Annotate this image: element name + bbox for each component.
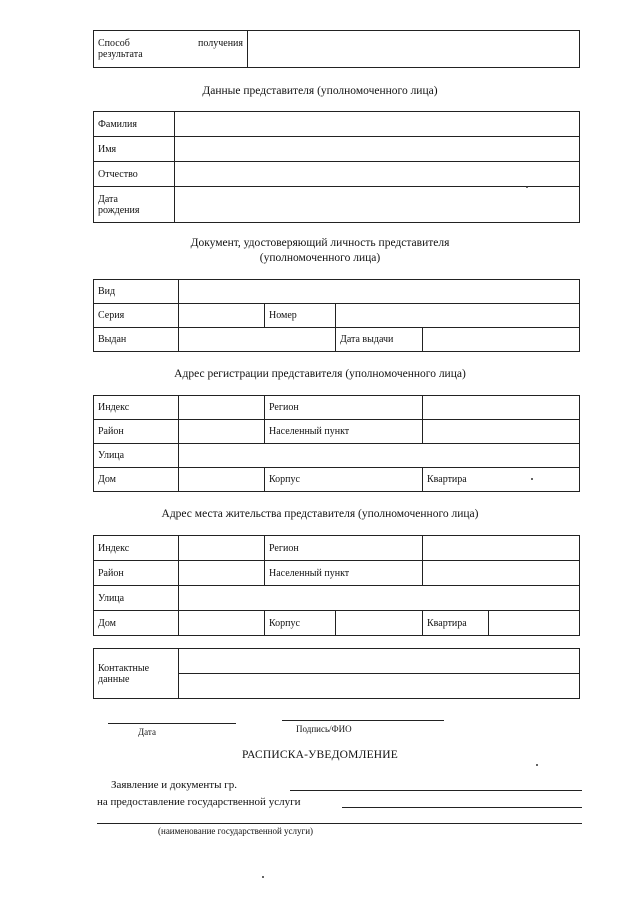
reg-index-field[interactable] (179, 396, 265, 420)
res-street-field[interactable] (179, 586, 580, 611)
reg-index-label: Индекс (94, 396, 179, 420)
rep-data-table (93, 111, 580, 223)
res-house-label: Дом (94, 611, 179, 636)
res-region-field[interactable] (423, 536, 580, 561)
receipt-line2-field[interactable] (342, 807, 582, 808)
scan-speck (262, 876, 264, 878)
res-district-label: Район (94, 561, 179, 586)
scan-speck (536, 764, 538, 766)
last-name-field[interactable] (175, 112, 580, 137)
res-building-field[interactable] (336, 611, 423, 636)
reg-locality-field[interactable] (423, 420, 580, 444)
reg-building-label: Корпус (265, 468, 423, 492)
doc-number-field[interactable] (336, 304, 580, 328)
reg-locality-label: Населенный пункт (265, 420, 423, 444)
res-locality-field[interactable] (423, 561, 580, 586)
result-method-label: Способ получения результата (94, 31, 248, 68)
reg-house-label: Дом (94, 468, 179, 492)
contacts-label: Контактные данные (94, 649, 179, 699)
receipt-caption: (наименование государственной услуги) (158, 826, 314, 836)
date-caption: Дата (138, 727, 156, 737)
res-district-field[interactable] (179, 561, 265, 586)
reg-district-label: Район (94, 420, 179, 444)
contacts-table (93, 648, 580, 699)
doc-issue-date-field[interactable] (423, 328, 580, 352)
id-doc-heading-line1: Документ, удостоверяющий личность представителя (190, 237, 450, 249)
res-house-field[interactable] (179, 611, 265, 636)
res-street-label: Улица (94, 586, 179, 611)
id-doc-table (93, 279, 580, 352)
contacts-field-1[interactable] (179, 649, 580, 674)
contacts-field-2[interactable] (179, 674, 580, 699)
res-region-label: Регион (265, 536, 423, 561)
doc-series-label: Серия (94, 304, 179, 328)
doc-issue-date-label: Дата выдачи (336, 328, 423, 352)
reg-region-label: Регион (265, 396, 423, 420)
doc-series-field[interactable] (179, 304, 265, 328)
reg-address-table (93, 395, 580, 492)
receipt-line3-field[interactable] (97, 823, 582, 824)
doc-issued-by-field[interactable] (179, 328, 336, 352)
receipt-line1-label: Заявление и документы гр. (111, 779, 237, 791)
result-method-table (93, 30, 580, 68)
reg-apartment-label: Квартира (423, 468, 580, 492)
last-name-label: Фамилия (94, 112, 175, 137)
receipt-line2-label: на предоставление государственной услуги (97, 796, 301, 808)
doc-number-label: Номер (265, 304, 336, 328)
receipt-title: РАСПИСКА-УВЕДОМЛЕНИЕ (241, 749, 399, 761)
signature-caption: Подпись/ФИО (296, 724, 352, 734)
res-address-heading: Адрес места жительства представителя (уполномоченного лица) (161, 508, 479, 520)
reg-street-label: Улица (94, 444, 179, 468)
doc-type-label: Вид (94, 280, 179, 304)
scan-speck (526, 186, 528, 188)
result-method-field[interactable] (248, 31, 580, 68)
res-index-field[interactable] (179, 536, 265, 561)
reg-street-field[interactable] (179, 444, 580, 468)
reg-house-field[interactable] (179, 468, 265, 492)
reg-address-heading: Адрес регистрации представителя (уполномоченного лица) (174, 368, 466, 380)
res-locality-label: Населенный пункт (265, 561, 423, 586)
receipt-line1-field[interactable] (290, 790, 582, 791)
patronymic-field[interactable] (175, 162, 580, 187)
first-name-field[interactable] (175, 137, 580, 162)
birth-date-field[interactable] (175, 187, 580, 223)
reg-region-field[interactable] (423, 396, 580, 420)
name-signature-line[interactable] (282, 720, 444, 721)
doc-issued-by-label: Выдан (94, 328, 179, 352)
res-index-label: Индекс (94, 536, 179, 561)
doc-type-field[interactable] (179, 280, 580, 304)
scan-speck (531, 478, 533, 480)
id-doc-heading-line2: (уполномоченного лица) (259, 252, 381, 264)
birth-date-label: Дата рождения (94, 187, 175, 223)
rep-data-heading: Данные представителя (уполномоченного лица) (202, 85, 438, 97)
res-address-table (93, 535, 580, 636)
reg-district-field[interactable] (179, 420, 265, 444)
date-signature-line[interactable] (108, 723, 236, 724)
res-apartment-label: Квартира (423, 611, 489, 636)
first-name-label: Имя (94, 137, 175, 162)
res-apartment-field[interactable] (489, 611, 580, 636)
res-building-label: Корпус (265, 611, 336, 636)
patronymic-label: Отчество (94, 162, 175, 187)
